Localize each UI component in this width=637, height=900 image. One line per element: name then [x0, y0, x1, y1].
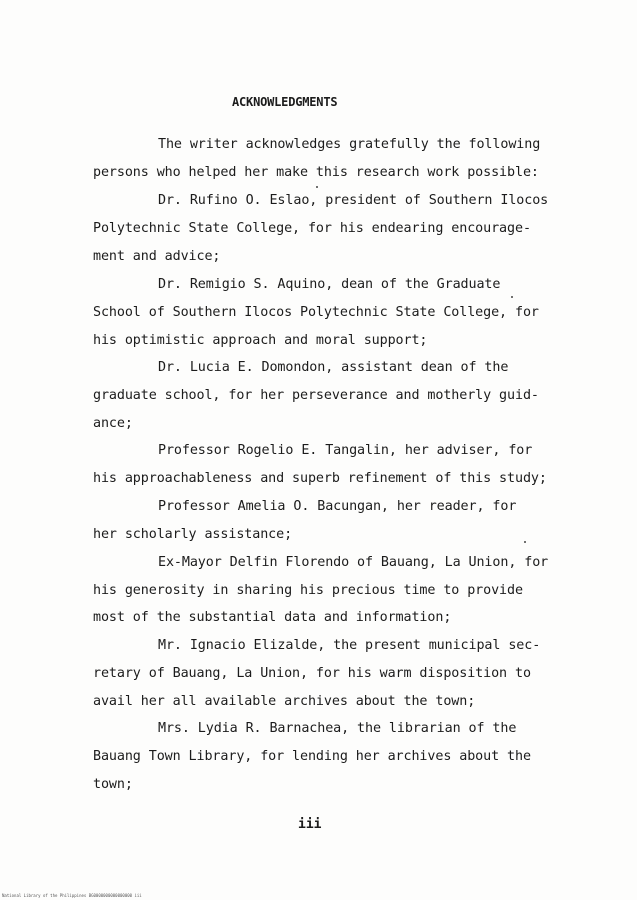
text-line: Professor Rogelio E. Tangalin, her adviser, for	[158, 443, 533, 458]
text-line: ment and advice;	[93, 249, 221, 264]
text-line: his optimistic approach and moral support;	[93, 333, 428, 348]
page-number: iii	[298, 817, 322, 832]
text-line: retary of Bauang, La Union, for his warm disposition to	[93, 666, 531, 681]
scan-footer: National Library of the Philippines BG0000000000000000 iii	[2, 893, 142, 898]
text-line: Mr. Ignacio Elizalde, the present municipal sec-	[158, 638, 541, 653]
text-line: persons who helped her make this research work possible:	[93, 165, 539, 180]
text-line: The writer acknowledges gratefully the following	[158, 137, 541, 152]
text-line: Dr. Remigio S. Aquino, dean of the Graduate	[158, 277, 501, 292]
text-line: Ex-Mayor Delfin Florendo of Bauang, La Union, for	[158, 555, 549, 570]
text-line: his approachableness and superb refinement of this study;	[93, 471, 547, 486]
text-line: town;	[93, 777, 133, 792]
text-line: graduate school, for her perseverance and motherly guid-	[93, 388, 539, 403]
text-line: his generosity in sharing his precious time to provide	[93, 583, 523, 598]
text-line: ance;	[93, 416, 133, 431]
text-line: avail her all available archives about the town;	[93, 694, 476, 709]
text-line: Bauang Town Library, for lending her archives about the	[93, 749, 531, 764]
text-line: School of Southern Ilocos Polytechnic State College, for	[93, 305, 539, 320]
text-line: Dr. Lucia E. Domondon, assistant dean of the	[158, 360, 509, 375]
scan-speck	[316, 186, 318, 188]
page-heading: ACKNOWLEDGMENTS	[232, 95, 338, 109]
text-line: most of the substantial data and information;	[93, 610, 452, 625]
text-line: Professor Amelia O. Bacungan, her reader, for	[158, 499, 517, 514]
text-line: Dr. Rufino O. Eslao, president of Southern Ilocos	[158, 193, 549, 208]
text-line: Mrs. Lydia R. Barnachea, the librarian of the	[158, 721, 517, 736]
text-line: Polytechnic State College, for his endearing encourage-	[93, 221, 531, 236]
scan-speck	[511, 296, 513, 298]
scan-speck	[524, 541, 526, 543]
text-line: her scholarly assistance;	[93, 527, 293, 542]
